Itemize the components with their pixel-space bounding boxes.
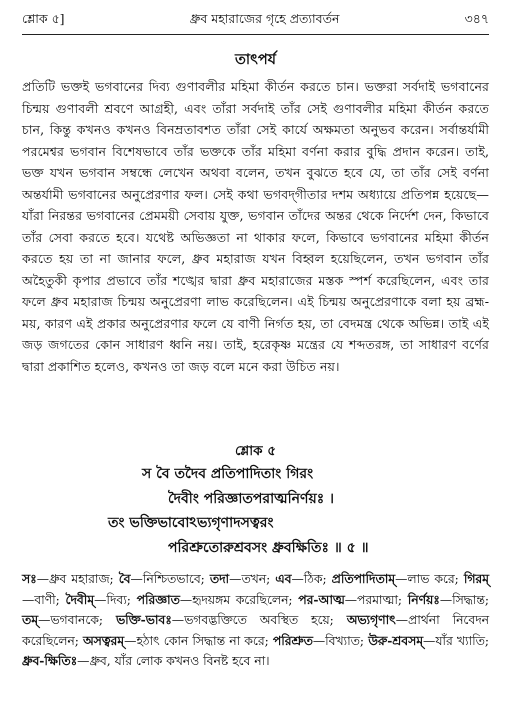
synonym-meaning: —পরমাত্মা; bbox=[344, 592, 408, 607]
synonym-term: অসত্বরম্ bbox=[83, 632, 125, 648]
synonym-term: প্রতিপাদিতাম্ bbox=[331, 571, 396, 586]
verse-label: শ্লোক ৫ bbox=[234, 443, 277, 459]
verse-line: পরিশ্রুতোরুশ্রবসং ধ্রুবক্ষিতিঃ ॥ ৫ ॥ bbox=[168, 539, 369, 556]
synonym-meaning: —তখন; bbox=[229, 572, 276, 586]
header-divider bbox=[22, 34, 489, 35]
verse-line: দৈবীং পরিজ্ঞাতপরাত্মনির্ণয়ঃ । bbox=[168, 490, 335, 507]
synonym-meaning: —বাণী; bbox=[22, 592, 66, 607]
synonym-meaning: —ঠিক; bbox=[291, 572, 332, 586]
synonym-term: গিরম্ bbox=[463, 571, 489, 586]
header-verse-ref: শ্লোক ৫] bbox=[22, 11, 65, 26]
synonym-term: উরু-শ্রবসম্ bbox=[368, 632, 424, 648]
synonym-meaning: —ধ্রুব মহারাজ; bbox=[36, 572, 119, 586]
synonym-meaning: —প্রার্থনা নিবেদন করেছিলেন; bbox=[22, 613, 490, 648]
synonym-term: অভ্যগৃণাৎ bbox=[346, 612, 396, 627]
synonym-meaning: —ভগবানকে; bbox=[38, 613, 116, 627]
synonym-term: এব bbox=[275, 571, 292, 586]
synonym-meaning: —লাভ করে; bbox=[395, 572, 464, 586]
purport-text: প্রতিটি ভক্তই ভগবানের দিব্য গুণাবলীর মহিমা কীর্তন করতে চান। ভক্তরা সর্বদাই ভগবানের চিন্ময় গুণাবলী শ্রবণে আগ্রহী, এবং তাঁরা সর্বদাই তাঁর সেই গুণাবলীর মহিমা কীর্তন করতে চান, কিন্তু কখনও কখনও বিনম্রতাবশত তাঁরা সেই কার্যে অক্ষমতা অনুভব করেন। সর্বান্তর্যামী পরমেশ্বর ভগবান বিশেষভাবে তাঁর ভক্তকে তাঁর মহিমা বর্ণনা করার বুদ্ধি প্রদান করেন। তাই, ভক্ত যখন ভগবান সম্বন্ধে লেখেন অথবা বলেন, তখন বুঝতে হবে যে, তা তাঁর সেই বর্ণনা অন্তর্যামী ভগবানের অনুপ্রেরণার ফল। সেই কথা ভগবদ্‌গীতার দশম অধ্যায়ে প্রতিপন্ন হয়েছে—যাঁরা নিরন্তর ভগবানের প্রেমময়ী সেবায় যুক্ত, ভগবান তাঁদের অন্তর থেকে নির্দেশ দেন, কিভাবে তাঁর সেবা করতে হবে। যথেষ্ট অভিজ্ঞতা না থাকার ফলে, কিভাবে ভগবানের মহিমা কীর্তন করতে হয় তা না জানার ফলে, ধ্রুব মহারাজ যখন বিহ্বল হয়েছিলেন, তখন ভগবান তাঁর অহৈতুকী কৃপার প্রভাবে তাঁর শঙ্খের দ্বারা ধ্রুব মহারাজের মস্তক স্পর্শ করেছিলেন, এবং তার ফলে ধ্রুব মহারাজ চিন্ময় অনুপ্রেরণা লাভ করেছিলেন। এই চিন্ময় অনুপ্রেরণাকে বলা হয় ব্রহ্ম-ময়, কারণ এই প্রকার অনুপ্রেরণার ফলে যে বাণী নির্গত হয়, তা বেদমন্ত্র থেকে অভিন্ন। তাই এই জড় জগতের কোন সাধারণ ধ্বনি নয়। তাই, হরেকৃষ্ণ মন্ত্রের যে শব্দতরঙ্গ, তা সাধারণ বর্ণের দ্বারা প্রকাশিত হলেও, কখনও তা জড় বলে মনে করা উচিত নয়। bbox=[22, 79, 489, 374]
verse-block bbox=[108, 462, 471, 560]
verse-line: স বৈ তদৈব প্রতিপাদিতাং গিরং bbox=[142, 466, 314, 482]
synonym-meaning: —নিশ্চিতভাবে; bbox=[130, 572, 210, 586]
synonym-meaning: —বিখ্যাত; bbox=[312, 633, 369, 648]
synonym-term: পর-আত্ম bbox=[298, 591, 345, 607]
synonym-term: পরিশ্রুত bbox=[272, 632, 313, 648]
synonym-term: পরিজ্ঞাত bbox=[136, 591, 180, 607]
synonym-term: নির্ণয়ঃ bbox=[407, 591, 440, 607]
verse-line: তং ভক্তিভাবোঽভ্যগৃণাদসত্বরং bbox=[108, 515, 274, 531]
synonym-term: দৈবীম্ bbox=[65, 591, 95, 607]
header-page-number: ৩৪৭ bbox=[464, 11, 489, 26]
synonym-meaning: —সিদ্ধান্ত; bbox=[439, 592, 489, 607]
synonym-meaning: —ভগবদ্ভক্তিতে অবস্থিত হয়ে; bbox=[171, 613, 347, 627]
synonym-meaning: —হৃদয়ঙ্গম করেছিলেন; bbox=[179, 592, 299, 607]
synonyms-text bbox=[22, 569, 489, 672]
synonym-term: সঃ bbox=[22, 571, 37, 586]
purport-title: তাৎপর্য bbox=[234, 51, 277, 68]
synonym-term: ধ্রুব-ক্ষিতিঃ bbox=[22, 653, 78, 668]
synonym-meaning: —দিব্য; bbox=[94, 592, 137, 607]
synonym-meaning: —যাঁর খ্যাতি; bbox=[423, 633, 489, 648]
synonym-term: বৈ bbox=[118, 571, 131, 586]
header-chapter-title: ধ্রুব মহারাজের গৃহে প্রত্যাবর্তন bbox=[189, 11, 340, 26]
synonym-term: তদা bbox=[209, 571, 230, 586]
synonym-meaning: —ধ্রুব, যাঁর লোক কখনও বিনষ্ট হবে না। bbox=[77, 654, 270, 668]
page-header bbox=[22, 10, 489, 32]
synonym-meaning: —হঠাৎ কোন সিদ্ধান্ত না করে; bbox=[124, 633, 273, 648]
synonym-term: ভক্তি-ভাবঃ bbox=[115, 612, 172, 627]
synonym-term: তম্ bbox=[22, 612, 39, 627]
